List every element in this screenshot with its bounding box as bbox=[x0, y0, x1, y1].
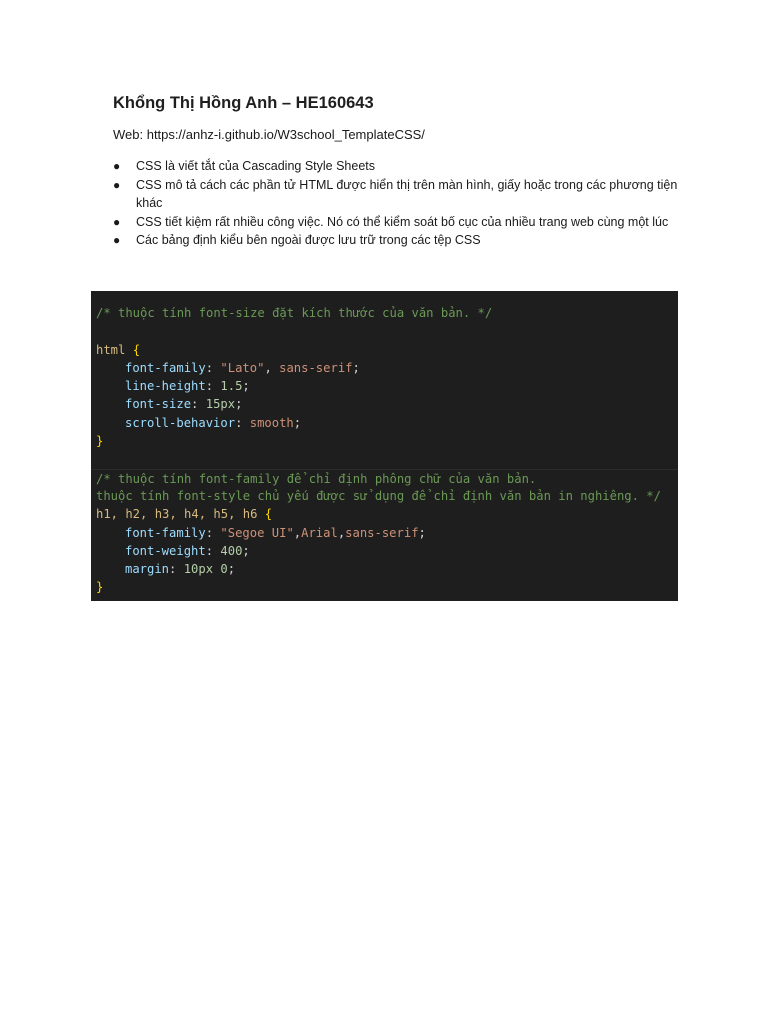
code-value: "Lato" bbox=[220, 360, 265, 375]
code-declarations bbox=[91, 524, 678, 579]
bullet-list bbox=[113, 157, 683, 250]
code-property: font-weight bbox=[125, 543, 206, 558]
code-value: "Segoe UI" bbox=[220, 525, 294, 540]
code-property: scroll-behavior bbox=[125, 415, 236, 430]
code-value: smooth bbox=[249, 415, 294, 430]
code-colon: : bbox=[235, 415, 250, 430]
code-declaration bbox=[91, 395, 678, 413]
code-screenshot bbox=[91, 291, 678, 601]
list-item-text: Các bảng định kiểu bên ngoài được lưu trữ trong các tệp CSS bbox=[136, 233, 481, 247]
code-semicolon: ; bbox=[235, 397, 243, 412]
code-selector-line bbox=[91, 341, 678, 359]
code-semicolon: ; bbox=[418, 525, 426, 540]
code-semicolon: ; bbox=[227, 562, 236, 577]
code-value: sans-serif bbox=[345, 525, 419, 540]
code-brace-close: } bbox=[96, 580, 104, 595]
code-value: 15px bbox=[205, 397, 236, 412]
code-value: 400 bbox=[220, 543, 243, 558]
code-colon: : bbox=[191, 397, 206, 412]
code-colon: : bbox=[205, 379, 221, 394]
website-url: Web: https://anhz-i.github.io/W3school_TemplateCSS/ bbox=[113, 127, 425, 142]
code-close-line bbox=[91, 432, 678, 450]
code-value: , bbox=[293, 525, 302, 540]
list-item bbox=[113, 157, 683, 176]
list-item-text: CSS là viết tắt của Cascading Style Sheets bbox=[136, 159, 376, 173]
document-title: Khổng Thị Hồng Anh – HE160643 bbox=[113, 94, 374, 112]
code-selector: html bbox=[96, 342, 126, 357]
code-brace-close: } bbox=[96, 434, 104, 449]
code-selector: h1, h2, h3, h4, h5, h6 bbox=[96, 507, 258, 522]
code-declaration bbox=[91, 560, 678, 578]
code-value: , bbox=[337, 525, 346, 540]
list-item bbox=[113, 176, 683, 213]
code-property: font-size bbox=[125, 397, 192, 412]
bullet-icon: ● bbox=[113, 214, 121, 229]
code-colon: : bbox=[205, 543, 221, 558]
bullet-icon: ● bbox=[113, 233, 121, 247]
code-property: margin bbox=[125, 562, 170, 577]
code-value: Arial bbox=[301, 525, 338, 540]
code-declaration bbox=[91, 524, 678, 542]
code-comment: /* thuộc tính font-family để chỉ định phông chữ của văn bản. bbox=[96, 471, 537, 486]
code-semicolon: ; bbox=[293, 415, 302, 430]
bullet-icon: ● bbox=[113, 159, 121, 173]
code-property: line-height bbox=[125, 379, 206, 394]
list-item bbox=[113, 231, 683, 250]
code-value: 1.5 bbox=[220, 379, 243, 394]
list-item-text: CSS tiết kiệm rất nhiều công việc. Nó có thể kiểm soát bố cục của nhiều trang web cùng một lúc bbox=[136, 214, 669, 229]
code-value: , bbox=[264, 360, 280, 375]
code-value: 10px 0 bbox=[183, 562, 228, 577]
code-colon: : bbox=[205, 525, 221, 540]
code-close-line bbox=[91, 578, 678, 596]
code-semicolon: ; bbox=[242, 379, 250, 394]
code-comment: /* thuộc tính font-size đặt kích thước của văn bản. */ bbox=[96, 306, 493, 320]
code-property: font-family bbox=[125, 525, 206, 540]
code-brace-open: { bbox=[132, 342, 141, 357]
code-declaration bbox=[91, 359, 678, 377]
code-declaration bbox=[91, 377, 678, 395]
code-selector-line bbox=[91, 505, 678, 523]
code-colon: : bbox=[169, 562, 184, 577]
code-declarations bbox=[91, 359, 678, 432]
code-colon: : bbox=[205, 360, 221, 375]
code-declaration bbox=[91, 542, 678, 560]
bullet-icon: ● bbox=[113, 177, 121, 192]
list-item-text: CSS mô tả cách các phần tử HTML được hiển thị trên màn hình, giấy hoặc trong các phương tiện khác bbox=[136, 177, 678, 210]
list-item bbox=[113, 213, 683, 232]
code-declaration bbox=[91, 414, 678, 432]
code-comment: thuộc tính font-style chủ yếu được sử dụng để chỉ định văn bản in nghiêng. */ bbox=[96, 488, 661, 503]
code-blank-line bbox=[91, 322, 678, 340]
code-property: font-family bbox=[125, 360, 206, 375]
code-semicolon: ; bbox=[352, 360, 360, 375]
code-blank-line bbox=[91, 450, 678, 468]
code-brace-open: { bbox=[264, 507, 273, 522]
code-value: sans-serif bbox=[279, 360, 353, 375]
code-semicolon: ; bbox=[242, 543, 250, 558]
